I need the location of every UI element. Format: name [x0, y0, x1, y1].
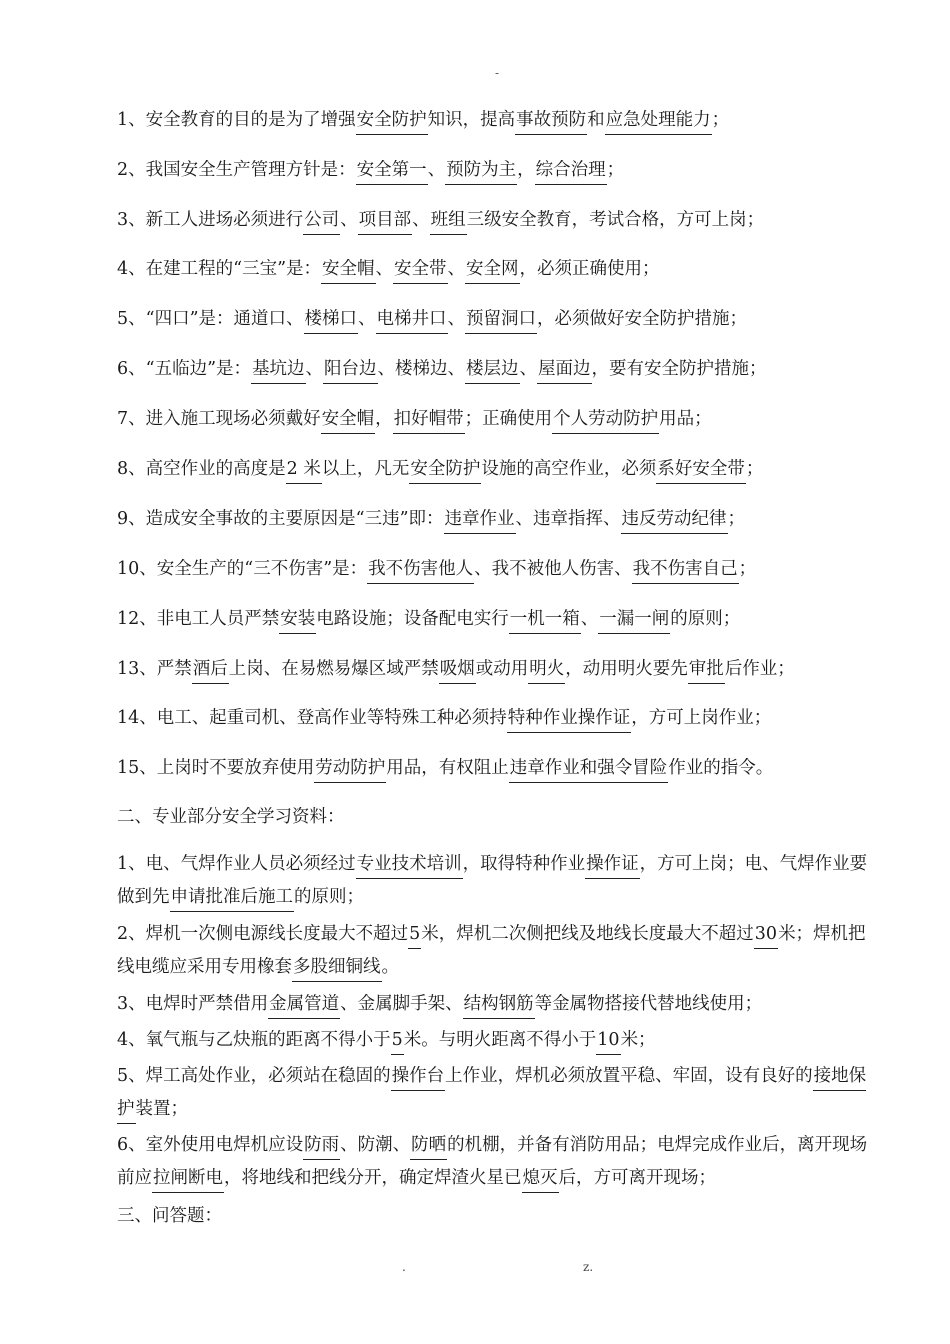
underlined-answer: 操作证	[585, 854, 640, 879]
text-segment: 4、在建工程的“三宝”是：	[117, 259, 322, 279]
item-10	[117, 558, 870, 580]
text-segment: ，	[517, 160, 535, 180]
item-4	[117, 258, 870, 280]
text-segment: ，要有安全防护措施；	[591, 359, 767, 379]
underlined-answer: 楼梯口	[304, 309, 359, 334]
text-segment: ，动用明火要先	[565, 659, 688, 679]
underlined-answer: 30	[754, 924, 778, 949]
item-12	[117, 608, 870, 630]
item-2	[117, 159, 870, 181]
underlined-answer: 多股细铜线	[292, 957, 382, 982]
underlined-answer: 扣好帽带	[393, 409, 465, 434]
pro-item-2	[117, 918, 870, 984]
item-6	[117, 358, 870, 380]
underlined-answer: 楼层边	[465, 359, 520, 384]
underlined-answer: 违章作业和强令冒险	[509, 758, 669, 783]
text-segment: ；	[738, 559, 757, 579]
text-segment: 米，焊机二次侧把线及地线长度最大不超过	[421, 924, 754, 944]
text-segment: 等金属物搭接代替地线使用；	[534, 994, 763, 1014]
text-segment: ；	[727, 509, 746, 529]
text-segment: 后作业；	[724, 659, 795, 679]
underlined-answer: 阳台边	[323, 359, 378, 384]
underlined-answer: 违反劳动纪律	[621, 509, 728, 534]
text-segment: 、楼梯边、	[377, 359, 466, 379]
text-segment: 用品，有权阻止	[386, 758, 509, 778]
item-7	[117, 408, 870, 430]
text-segment: ，方可上岗；电、气焊作业要做到先	[117, 854, 868, 907]
text-segment: 、	[519, 359, 538, 379]
text-segment: 3、电焊时严禁借用	[117, 994, 269, 1014]
underlined-answer: 安全带	[393, 259, 448, 284]
text-segment: 4、氧气瓶与乙炔瓶的距离不得小于	[117, 1030, 391, 1050]
underlined-answer: 一漏一闸	[598, 609, 670, 634]
text-segment: 三级安全教育，考试合格，方可上岗；	[466, 210, 765, 230]
text-segment: 三、问答题：	[117, 1206, 222, 1226]
text-segment: 6、“五临边”是：	[117, 359, 252, 379]
section-heading-3	[117, 1200, 870, 1233]
text-segment: 米。与明火距离不得小于	[403, 1030, 597, 1050]
text-segment: 10、安全生产的“三不伤害”是：	[117, 559, 368, 579]
underlined-answer: 公司	[303, 210, 340, 235]
text-segment: 、我不被他人伤害、	[474, 559, 632, 579]
text-segment: 6、室外使用电焊机应设	[117, 1135, 304, 1155]
text-segment: 的机棚，并备有消防用品；电焊完成作业后，离开现场前应	[117, 1135, 868, 1188]
underlined-answer: 我不伤害他人	[367, 559, 474, 584]
underlined-answer: 事故预防	[515, 110, 587, 135]
underlined-answer: 结构钢筋	[463, 994, 535, 1019]
underlined-answer: 项目部	[358, 210, 413, 235]
text-segment: 14、电工、起重司机、登高作业等特殊工种必须持	[117, 708, 507, 728]
item-8	[117, 458, 870, 480]
underlined-answer: 劳动防护	[314, 758, 386, 783]
text-segment: 、	[427, 160, 446, 180]
text-segment: 1、安全教育的目的是为了增强	[117, 110, 356, 130]
underlined-answer: 安全防护	[409, 459, 481, 484]
underlined-answer: 防晒	[410, 1135, 447, 1160]
underlined-answer: 基坑边	[251, 359, 306, 384]
text-segment: 后，方可离开现场；	[558, 1168, 716, 1188]
underlined-answer: 安全帽	[321, 259, 376, 284]
text-segment: 、	[375, 259, 394, 279]
pro-item-5	[117, 1060, 870, 1126]
underlined-answer: 酒后	[192, 659, 229, 684]
text-segment: ，	[375, 409, 393, 429]
underlined-answer: 安全网	[465, 259, 520, 284]
text-segment: 、金属脚手架、	[340, 994, 463, 1014]
text-segment: 的原则；	[294, 887, 364, 907]
text-segment: ，取得特种作业	[462, 854, 586, 874]
text-segment: 、	[340, 210, 358, 230]
text-segment: 、	[447, 259, 466, 279]
text-segment: 、防潮、	[340, 1135, 411, 1155]
underlined-answer: 申请批准后施工	[170, 887, 295, 912]
text-segment: 电路设施；设备配电实行	[316, 609, 509, 629]
text-segment: 2、我国安全生产管理方针是：	[117, 160, 356, 180]
underlined-answer: 我不伤害自己	[632, 559, 739, 584]
text-segment: 米；焊机把线电缆应采用专用橡套	[117, 924, 866, 977]
underlined-answer: 特种作业操作证	[507, 708, 632, 733]
text-segment: 用品；	[659, 409, 712, 429]
underlined-answer: 5	[391, 1030, 404, 1055]
underlined-answer: 安全第一	[356, 160, 428, 185]
text-segment: 13、严禁	[117, 659, 192, 679]
pro-item-3	[117, 988, 870, 1021]
underlined-answer: 应急处理能力	[605, 110, 712, 135]
text-segment: 或动用	[475, 659, 529, 679]
text-segment: 知识，提高	[427, 110, 516, 130]
text-segment: 3、新工人进场必须进行	[117, 210, 304, 230]
pro-item-6	[117, 1129, 870, 1195]
footer-right-mark: z.	[583, 1260, 594, 1274]
underlined-answer: 拉闸断电	[152, 1168, 224, 1193]
underlined-answer: 10	[596, 1030, 620, 1055]
text-segment: ，必须正确使用；	[519, 259, 660, 279]
text-segment: ；正确使用	[464, 409, 553, 429]
text-segment: 二、专业部分安全学习资料：	[117, 807, 345, 827]
underlined-answer: 防雨	[303, 1135, 340, 1160]
underlined-answer: 专业技术培训	[356, 854, 463, 879]
pro-item-4	[117, 1024, 870, 1057]
underlined-answer: 安装	[279, 609, 316, 634]
text-segment: 、	[305, 359, 324, 379]
item-14	[117, 707, 870, 729]
underlined-answer: 安全帽	[321, 409, 376, 434]
text-segment: 8、高空作业的高度是	[117, 459, 286, 479]
item-3	[117, 209, 870, 231]
item-1	[117, 109, 870, 131]
underlined-answer: 明火	[528, 659, 565, 684]
section-heading-2	[117, 806, 870, 828]
text-segment: 的原则；	[670, 609, 741, 629]
text-segment: ，方可上岗作业；	[631, 708, 772, 728]
text-segment: 5、焊工高处作业，必须站在稳固的	[117, 1066, 391, 1086]
text-segment: ；	[745, 459, 764, 479]
text-segment: ；	[711, 110, 730, 130]
text-segment: 、	[580, 609, 599, 629]
underlined-answer: 违章作业	[444, 509, 516, 534]
text-segment: 作业的指令。	[668, 758, 774, 778]
underlined-answer: 综合治理	[535, 160, 607, 185]
text-segment: 、	[412, 210, 430, 230]
underlined-answer: 操作台	[391, 1066, 446, 1091]
text-segment: 上岗、在易燃易爆区域严禁	[228, 659, 439, 679]
text-segment: 以上，凡无	[321, 459, 410, 479]
underlined-answer: 系好安全带	[656, 459, 746, 484]
text-segment: 9、造成安全事故的主要原因是“三违”即：	[117, 509, 444, 529]
text-segment: 上作业，焊机必须放置平稳、牢固，设有良好的	[445, 1066, 813, 1086]
underlined-answer: 金属管道	[268, 994, 340, 1019]
text-segment: 1、电、气焊作业人员必须经过	[117, 854, 356, 874]
underlined-answer: 个人劳动防护	[552, 409, 659, 434]
underlined-answer: 班组	[430, 210, 467, 235]
text-segment: 7、进入施工现场必须戴好	[117, 409, 321, 429]
text-segment: ；	[606, 160, 625, 180]
underlined-answer: 5	[408, 924, 421, 949]
item-5	[117, 308, 870, 330]
text-segment: 、	[447, 309, 466, 329]
footer-left-mark: .	[402, 1260, 406, 1274]
text-segment: 12、非电工人员严禁	[117, 609, 280, 629]
text-segment: 设施的高空作业，必须	[481, 459, 657, 479]
text-segment: 。	[381, 957, 399, 977]
underlined-answer: 2 米	[286, 459, 322, 484]
underlined-answer: 审批	[688, 659, 725, 684]
text-segment: ，将地线和把线分开，确定焊渣火星已	[224, 1168, 522, 1188]
underlined-answer: 一机一箱	[509, 609, 581, 634]
text-segment: 米；	[620, 1030, 656, 1050]
underlined-answer: 预防为主	[445, 160, 517, 185]
underlined-answer: 熄灭	[522, 1168, 559, 1193]
text-segment: 2、焊机一次侧电源线长度最大不超过	[117, 924, 409, 944]
text-segment: 15、上岗时不要放弃使用	[117, 758, 315, 778]
item-13	[117, 658, 870, 680]
text-segment: 装置；	[135, 1099, 188, 1119]
underlined-answer: 电梯井口	[376, 309, 448, 334]
pro-item-1	[117, 848, 870, 914]
text-segment: 5、“四口”是：通道口、	[117, 309, 304, 329]
item-9	[117, 508, 870, 530]
header-mark: -	[495, 66, 500, 80]
underlined-answer: 吸烟	[439, 659, 476, 684]
underlined-answer: 预留洞口	[465, 309, 537, 334]
underlined-answer: 接地保护	[117, 1066, 866, 1124]
text-segment: ，必须做好安全防护措施；	[537, 309, 748, 329]
text-segment: 和	[587, 110, 605, 130]
text-segment: 、违章指挥、	[515, 509, 621, 529]
text-segment: 、	[358, 309, 376, 329]
underlined-answer: 安全防护	[356, 110, 428, 135]
item-15	[117, 757, 870, 779]
underlined-answer: 屋面边	[537, 359, 592, 384]
